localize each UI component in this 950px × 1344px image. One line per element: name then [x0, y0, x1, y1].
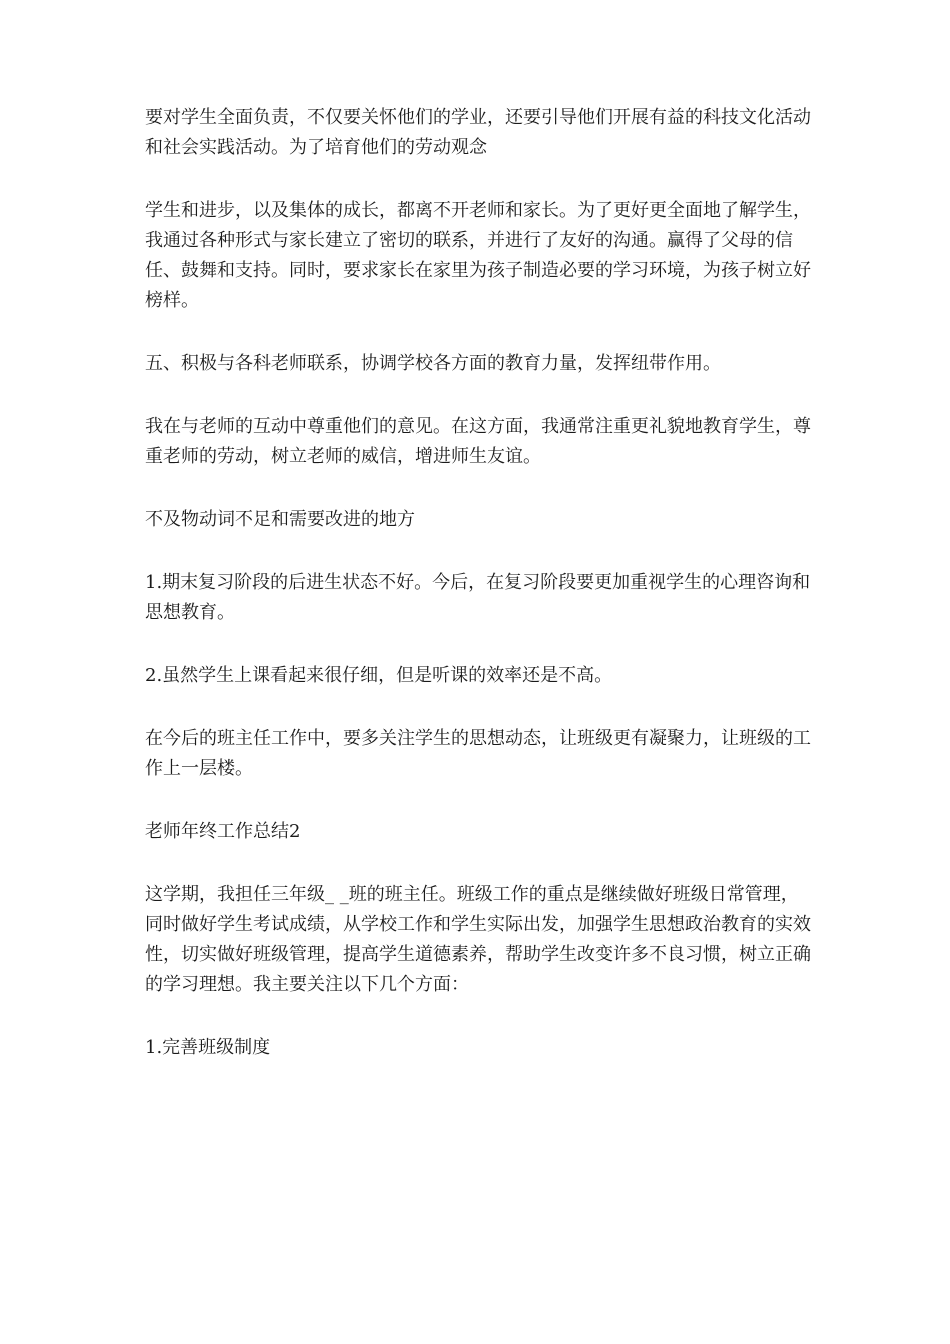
list-item-1: 1.期末复习阶段的后进生状态不好。今后，在复习阶段要更加重视学生的心理咨询和思想教育。 — [145, 572, 811, 623]
subheading-shortcomings: 不及物动词不足和需要改进的地方 — [145, 509, 415, 530]
list-item-class-system: 1.完善班级制度 — [145, 1037, 271, 1058]
section-heading-5: 五、积极与各科老师联系，协调学校各方面的教育力量，发挥纽带作用。 — [145, 353, 721, 374]
paragraph-3: 我在与老师的互动中尊重他们的意见。在这方面，我通常注重更礼貌地教育学生，尊重老师的劳动，树立老师的威信，增进师生友谊。 — [145, 416, 811, 467]
paragraph-2: 学生和进步，以及集体的成长，都离不开老师和家长。为了更好更全面地了解学生，我通过各种形式与家长建立了密切的联系，并进行了友好的沟通。赢得了父母的信任、鼓舞和支持。同时，要求家长在家里为孩子制造必要的学习环境，为孩子树立好榜样。 — [145, 200, 811, 311]
paragraph-1: 要对学生全面负责，不仅要关怀他们的学业，还要引导他们开展有益的科技文化活动和社会实践活动。为了培育他们的劳动观念 — [145, 107, 811, 158]
list-item-2: 2.虽然学生上课看起来很仔细，但是听课的效率还是不高。 — [145, 665, 613, 686]
document-body — [145, 103, 815, 1096]
paragraph-5: 这学期，我担任三年级_ _班的班主任。班级工作的重点是继续做好班级日常管理，同时做好学生考试成绩，从学校工作和学生实际出发，加强学生思想政治教育的实效性，切实做好班级管理，提高学生道德素养，帮助学生改变许多不良习惯，树立正确的学习理想。我主要关注以下几个方面： — [145, 884, 811, 995]
document-title-2: 老师年终工作总结2 — [145, 821, 301, 842]
paragraph-4: 在今后的班主任工作中，要多关注学生的思想动态，让班级更有凝聚力，让班级的工作上一层楼。 — [145, 728, 811, 779]
